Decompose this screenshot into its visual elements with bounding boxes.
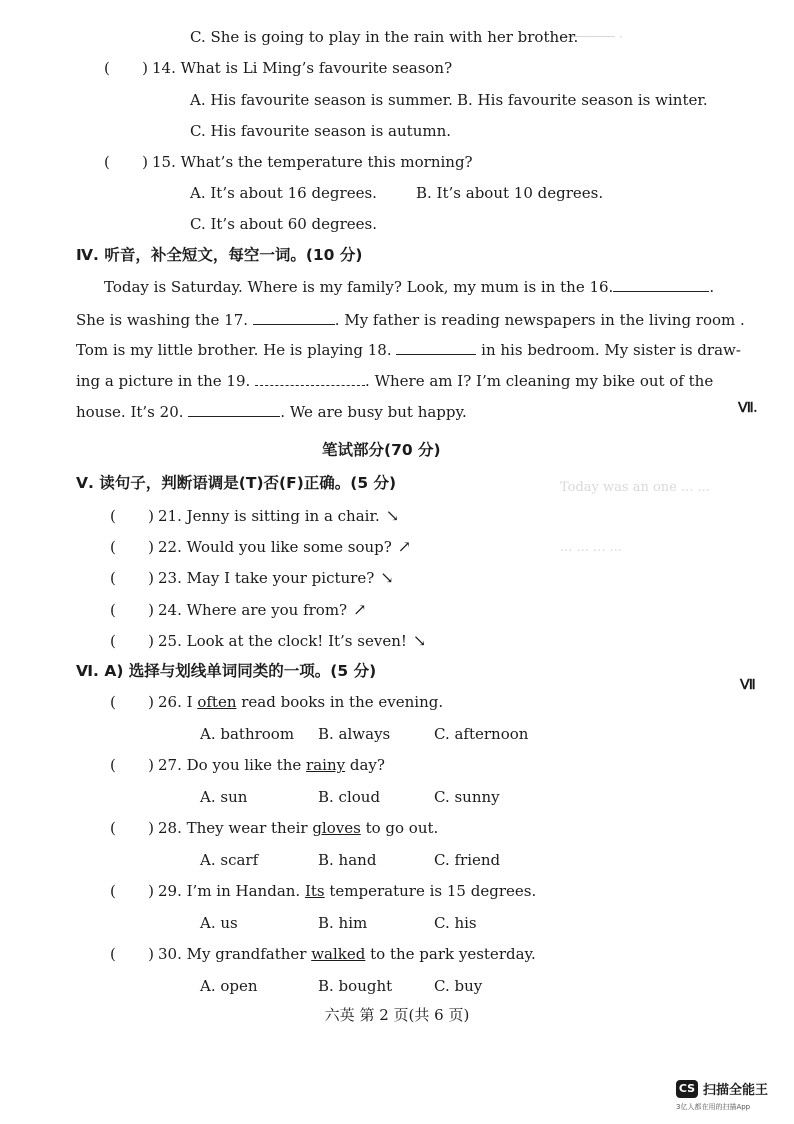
q15-option-b: B. It’s about 10 degrees. (416, 184, 604, 202)
q29-option-b: B. him (318, 914, 368, 932)
rising-arrow-icon: ↗ (353, 600, 367, 619)
q14-option-a: A. His favourite season is summer. (190, 91, 453, 109)
q27-option-b: B. cloud (318, 788, 381, 806)
q25-item: ( )25. Look at the clock! It’s seven! ↘ (110, 631, 426, 651)
answer-paren[interactable] (110, 881, 154, 901)
section-5-title: Ⅴ. 读句子，判断语调是(T)否(F)正确。(5 分) (76, 474, 397, 492)
side-section-mark: Ⅶ (740, 678, 756, 693)
page-footer: 六英 第 2 页(共 6 页) (324, 1006, 470, 1024)
q14-option-c: C. His favourite season is autumn. (190, 122, 452, 140)
passage-line-4: ing a picture in the 19. . Where am I? I’m cleaning my bike out of the (76, 372, 714, 390)
q30-question: ( )30. My grandfather walked to the park yesterday. (110, 944, 536, 964)
bleed-through-text: ─────── · (560, 30, 624, 45)
answer-paren[interactable] (110, 692, 154, 712)
q14-option-b: B. His favourite season is winter. (457, 91, 708, 109)
q29-option-c: C. his (434, 914, 477, 932)
underlined-word: walked (311, 945, 366, 963)
q13-option-c: C. She is going to play in the rain with her brother. (190, 28, 579, 46)
underlined-word: rainy (306, 756, 346, 774)
passage-line-1: Today is Saturday. Where is my family? Look, my mum is in the 16. . (104, 278, 715, 296)
answer-paren[interactable] (110, 506, 154, 526)
q29-question: ( )29. I’m in Handan. Its temperature is 15 degrees. (110, 881, 536, 901)
underlined-word: Its (304, 882, 325, 900)
q30-option-a: A. open (200, 977, 258, 995)
scanner-app-logo (676, 1078, 784, 1118)
q26-question: ( )26. I often read books in the evening. (110, 692, 443, 712)
answer-paren[interactable] (110, 755, 154, 775)
logo-name: 扫描全能王 (703, 1083, 769, 1098)
passage-line-2: She is washing the 17. . My father is reading newspapers in the living room . (76, 311, 745, 329)
q30-option-b: B. bought (318, 977, 393, 995)
q22-item: ( )22. Would you like some soup? ↗ (110, 537, 411, 557)
underlined-word: often (197, 693, 237, 711)
q26-option-c: C. afternoon (434, 725, 529, 743)
logo-tagline: 3亿人都在用的扫描App (676, 1103, 751, 1111)
q14-question: ( )14. What is Li Ming’s favourite season? (104, 58, 452, 78)
answer-paren[interactable] (110, 537, 154, 557)
section-6-title: Ⅵ. A) 选择与划线单词同类的一项。(5 分) (76, 662, 377, 680)
answer-paren[interactable] (110, 818, 154, 838)
written-part-title: 笔试部分(70 分) (322, 441, 441, 459)
q26-option-b: B. always (318, 725, 391, 743)
bleed-through-text: Today was an one ... ... (560, 480, 710, 495)
passage-line-5: house. It’s 20. . We are busy but happy. (76, 403, 467, 421)
q30-option-c: C. buy (434, 977, 483, 995)
answer-paren[interactable] (110, 568, 154, 588)
q23-item: ( )23. May I take your picture? ↘ (110, 568, 394, 588)
q15-option-a: A. It’s about 16 degrees. (190, 184, 377, 202)
q15-option-c: C. It’s about 60 degrees. (190, 215, 378, 233)
answer-paren[interactable] (104, 152, 148, 172)
q21-item: ( )21. Jenny is sitting in a chair. ↘ (110, 506, 399, 526)
bleed-through-text: ... ... ... ... (560, 540, 622, 555)
q15-question: ( )15. What’s the temperature this morning? (104, 152, 473, 172)
q26-option-a: A. bathroom (200, 725, 295, 743)
falling-arrow-icon: ↘ (385, 506, 400, 525)
passage-line-3: Tom is my little brother. He is playing 18. in his bedroom. My sister is draw- (76, 341, 741, 359)
side-section-mark: Ⅶ. (738, 401, 758, 416)
falling-arrow-icon: ↘ (380, 568, 394, 587)
q28-option-c: C. friend (434, 851, 501, 869)
blank-18[interactable] (396, 340, 476, 355)
q24-item: ( )24. Where are you from? ↗ (110, 600, 367, 620)
underlined-word: gloves (312, 819, 361, 837)
q28-option-b: B. hand (318, 851, 377, 869)
q28-question: ( )28. They wear their gloves to go out. (110, 818, 438, 838)
answer-paren[interactable] (104, 58, 148, 78)
answer-paren[interactable] (110, 600, 154, 620)
q27-question: ( )27. Do you like the rainy day? (110, 755, 385, 775)
cs-badge-icon: CS (676, 1080, 698, 1098)
blank-19[interactable] (255, 371, 365, 386)
blank-16[interactable] (613, 277, 709, 292)
rising-arrow-icon: ↗ (397, 537, 412, 556)
section-4-title: Ⅳ. 听音，补全短文，每空一词。(10 分) (76, 246, 363, 264)
q27-option-c: C. sunny (434, 788, 500, 806)
answer-paren[interactable] (110, 631, 154, 651)
q29-option-a: A. us (200, 914, 238, 932)
blank-20[interactable] (188, 402, 280, 417)
falling-arrow-icon: ↘ (412, 631, 427, 650)
answer-paren[interactable] (110, 944, 154, 964)
q28-option-a: A. scarf (200, 851, 259, 869)
q27-option-a: A. sun (200, 788, 248, 806)
blank-17[interactable] (253, 310, 335, 325)
